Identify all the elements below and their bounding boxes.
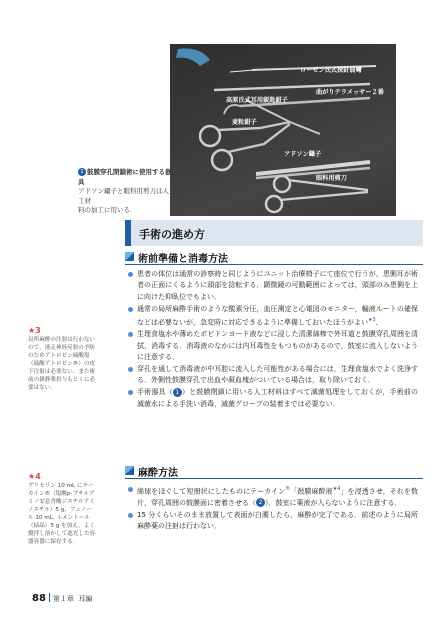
list-item: 通常の局所麻酔手術のような酸素分圧，血圧測定と心電図のモニター，輸液ルートの確保などは必要ないが，急変時に対応できるように準備しておいたほうがよい$^{★3}$． bbox=[128, 304, 418, 329]
list-item: 綿球をほぐして短冊状にしたものにテーカイン®「鼓膜麻酔液$^{★4}$」を浸透させ，それを数片，穿孔周囲の鼓膜面に密着させる（ 2 ）．鼓室に薬液が入らないように注意する． bbox=[128, 484, 418, 509]
footer-divider bbox=[49, 593, 50, 602]
subsection-marker-icon bbox=[125, 252, 134, 261]
scissors-ring bbox=[266, 196, 282, 212]
bullet-dot-icon bbox=[128, 332, 133, 337]
subsection-title-prep: 術前準備と消毒方法 bbox=[138, 254, 228, 265]
label-wheat-grain-forceps: 麦粒鉗子 bbox=[232, 119, 257, 126]
label-adson-forceps: アドソン鑷子 bbox=[284, 151, 322, 158]
bullet-dot-icon bbox=[128, 513, 133, 518]
section-title: 手術の進め方 bbox=[139, 228, 205, 241]
note-ref-3[interactable]: ★3 bbox=[368, 317, 376, 324]
side-note-3: ★3 局所麻酔の注射は行わないので，迷走神経反射の予防のためアトロピン硫酸塩（硫酸アトロピン®）の皮下注射は必要ない．また術前の鎮静薬投与もとくに必要はない． bbox=[28, 326, 96, 391]
subsection-title-anesthesia: 麻酔方法 bbox=[138, 468, 178, 479]
bullet-dot-icon bbox=[128, 487, 133, 492]
bullet-dot-icon bbox=[128, 307, 133, 312]
chapter-label: 第１章 bbox=[52, 595, 74, 603]
caption-title: 鼓膜穿孔閉鎖術に使用する器具 bbox=[78, 168, 172, 186]
bullet-dot-icon bbox=[128, 272, 133, 277]
bullet-dot-icon bbox=[128, 390, 133, 395]
caption-line-1: アドソン鑷子と眼科用剪刀は人工材 bbox=[78, 187, 169, 205]
side-note-number: ★3 bbox=[28, 326, 41, 335]
label-ophthalmic-scissors: 眼科用剪刀 bbox=[316, 175, 347, 182]
page-footer bbox=[32, 593, 92, 604]
caption-number: 1 bbox=[78, 168, 86, 176]
bullet-dot-icon bbox=[128, 367, 133, 372]
forceps-ring bbox=[200, 126, 220, 146]
figure-caption bbox=[78, 168, 174, 216]
note-ref-4[interactable]: ★4 bbox=[332, 486, 341, 492]
page-number: 88 bbox=[32, 593, 46, 604]
instrument-photo bbox=[170, 44, 396, 216]
list-item: 15 分くらいそのまま放置して表面が白濁したら，麻酔が完了である．前述のように局所麻酔薬の注射は行わない． bbox=[128, 510, 418, 533]
label-rosen-probe: ローゼン氏式探針弱彎 bbox=[300, 67, 362, 74]
subsection-marker-icon bbox=[125, 466, 134, 475]
subsection-header-anesthesia bbox=[125, 464, 423, 479]
side-note-4: ★4 グリセリン 10 mL にテーカイン®（塩酸p-ブチルアミノ安息香酸ジエチルアミノエチル）5 g，フェノール 10 mL，l-メントール（結晶）5 g を加え，よく攪拌し溶かして遮光した容器容器に保存する． bbox=[28, 472, 96, 545]
side-note-number: ★4 bbox=[28, 472, 41, 481]
label-takahara-forceps: 高原氏式耳用鋭匙鉗子 bbox=[226, 97, 288, 104]
prep-bullets bbox=[128, 269, 418, 411]
list-item: 手術器具（ 1 ）と鼓膜閉鎖に用いる人工材料はすべて滅菌処理をしておくが，手術前の滅菌水による手洗い消毒，滅菌グローブの装着までは必要ない． bbox=[128, 387, 418, 410]
list-item: 患者の体位は通常の診察時と同じようにユニット治療椅子にて座位で行うが，患側耳が術者の正面にくるように頭部を捻転する．顕微鏡の可動範囲によっては，頭部のみ患側を上に向けた仰臥位でもよい． bbox=[128, 269, 418, 303]
label-teramesser: 曲がりテラメッサー２番 bbox=[316, 89, 384, 96]
part-label: 耳編 bbox=[78, 595, 93, 603]
figure-ref-1[interactable]: 1 bbox=[173, 388, 182, 397]
instruments-illustration bbox=[170, 44, 396, 216]
subsection-header-prep bbox=[125, 250, 423, 265]
figure-ref-2[interactable]: 2 bbox=[256, 498, 265, 507]
anesthesia-bullets bbox=[128, 484, 418, 533]
list-item: 穿孔を通して消毒液が中耳腔に流入した可能性がある場合には，生理食塩水でよく洗浄する．外側性鼓膜穿孔で出血や凝血塊がついている場合は，取り除いておく． bbox=[128, 364, 418, 387]
scissors-ring bbox=[274, 176, 290, 192]
list-item: 生理食塩水や薄めたポビドンヨード液などに浸した清潔綿棒で外耳道と鼓膜穿孔周囲を清拭，消毒する．消毒液のなかには内耳毒性をもつものがあるので，鼓室に流入しないように注意する． bbox=[128, 329, 418, 363]
section-header bbox=[125, 220, 423, 246]
caption-line-2: 料の加工に用いる. bbox=[78, 206, 133, 214]
